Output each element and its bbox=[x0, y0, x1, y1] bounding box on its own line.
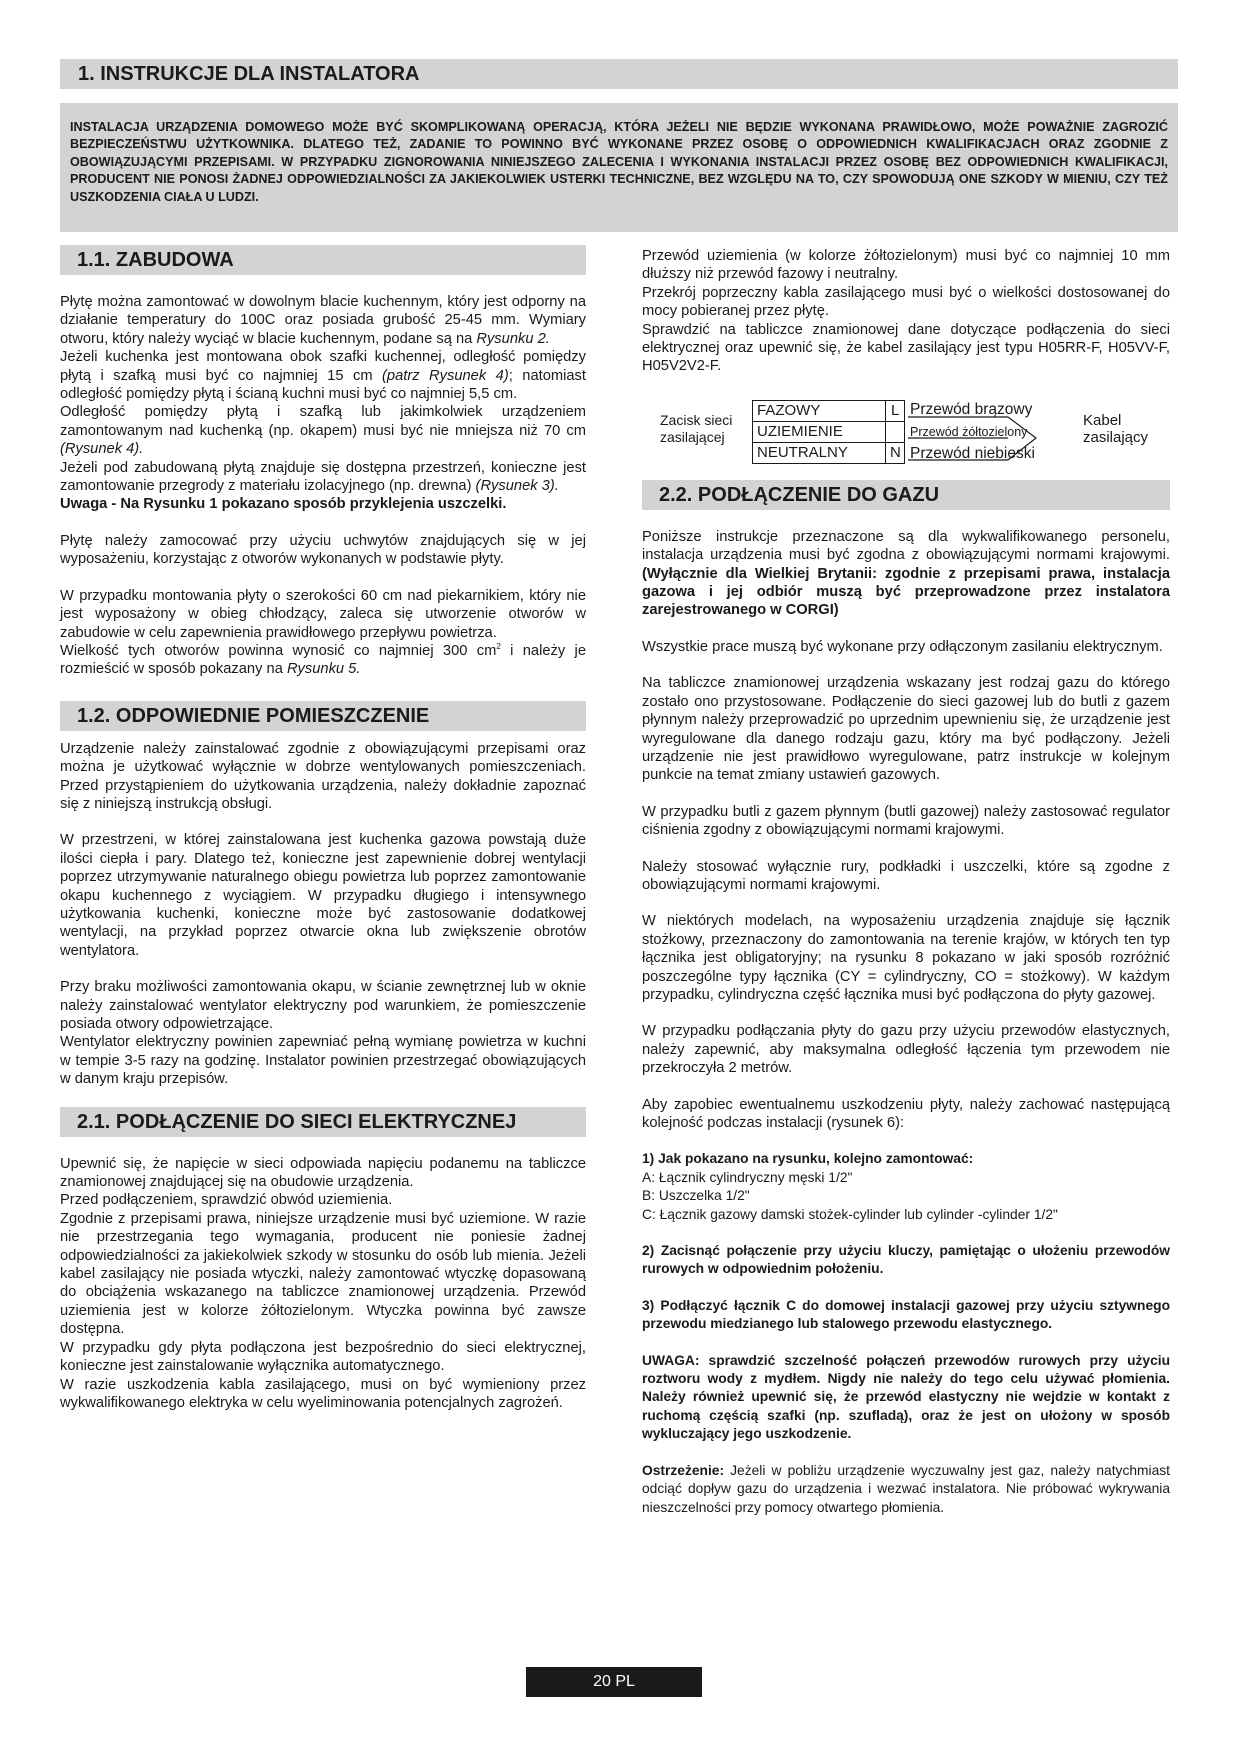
text: Poniższe instrukcje przeznaczone są dla wykwalifikowanego personelu, instalacja urządzenia musi być zgodna z obowiązującymi normami krajowymi. bbox=[642, 528, 1170, 564]
terminal-label bbox=[660, 412, 732, 446]
figure-ref: (Rysunek 4). bbox=[60, 441, 144, 458]
paragraph bbox=[60, 459, 586, 496]
wire-blue: Przewód niebieski bbox=[910, 444, 1035, 462]
figure-ref: Rysunku 2. bbox=[476, 330, 550, 347]
spacer bbox=[642, 1078, 1170, 1096]
text: Jeżeli w pobliżu urządzenie wyczuwalny jest gaz, należy natychmiast odciąć dopływ gazu do urządzenia i wezwać instalatora. Nie próbować wykrywania nieszczelności przy pomocy otwartego płomienia. bbox=[642, 1462, 1170, 1515]
step-1-b: B: Uszczelka 1/2" bbox=[642, 1188, 750, 1204]
paragraph: Na tabliczce znamionowej urządzenia wskazany jest rodzaj gazu do którego zostało ono przystosowane. Podłączenie do sieci gazowej lub do butli z gazem płynnym należy przeprowadzić po uprzednim upewnieniu się, że urządzenie jest wyregulowane dla danego rodzaju gazu, który ma być podłączony. Jeżeli urządzenie nie jest prawidłowo wyregulowane, patrz instrukcje w kolejnym punkcie na temat zmiany ustawień gazowych. bbox=[642, 675, 1170, 784]
paragraph: W przypadku butli z gazem płynnym (butli gazowej) należy zastosować regulator ciśnienia zgodny z obowiązującymi normami krajowymi. bbox=[642, 803, 1170, 839]
paragraph: Przewód uziemienia (w kolorze żółtozielonym) musi być co najmniej 10 mm dłuższy niż przewód fazowy i neutralny. bbox=[642, 248, 1170, 283]
paragraph: W przypadku montowania płyty o szerokości 60 cm nad piekarnikiem, który nie jest wyposażony w obieg chłodzący, zaleca się utworzenie otworów w zabudowie w celu zapewnienia prawidłowego przepływu powietrza. bbox=[60, 587, 586, 641]
paragraph: Sprawdzić na tabliczce znamionowej dane dotyczące podłączenia do sieci elektrycznej oraz upewnić się, że kabel zasilający jest typu H05RR-F, H05VV-F, H05V2V2-F. bbox=[642, 321, 1170, 375]
spacer bbox=[642, 620, 1170, 638]
paragraph: Wentylator elektryczny powinien zapewniać pełną wymianę powietrza w kuchni w tempie 3-5 razy na godzinę. Instalator powinien przestrzegać obowiązujących w danym kraju przepisów. bbox=[60, 1034, 586, 1088]
paragraph bbox=[60, 642, 586, 679]
label-line: Zacisk sieci bbox=[660, 411, 733, 428]
uk-note: (Wyłącznie dla Wielkiej Brytanii: zgodnie z przepisami prawa, instalacja gazowa i jej odbiór muszą być przeprowadzone przez instalatora zarejestrowanego w CORGI) bbox=[642, 565, 1170, 619]
paragraph: Należy stosować wyłącznie rury, podkładki i uszczelki, które są zgodne z obowiązującymi normami krajowymi. bbox=[642, 858, 1170, 893]
paragraph: Przed podłączeniem, sprawdzić obwód uziemienia. bbox=[60, 1192, 393, 1209]
section-2-1-body bbox=[60, 1155, 586, 1413]
right-column bbox=[642, 245, 1170, 1517]
section-1-2-heading: 1.2. ODPOWIEDNIE POMIESZCZENIE bbox=[60, 701, 586, 731]
section-2-2-body bbox=[642, 528, 1170, 1133]
caution-label: Ostrzeżenie: bbox=[642, 1462, 725, 1478]
text: i należy je rozmieścić w sposób pokazany na bbox=[60, 642, 586, 678]
step-1-c: C: Łącznik gazowy damski stożek-cylinder lub cylinder -cylinder 1/2" bbox=[642, 1206, 1058, 1222]
paragraph: Płytę należy zamocować przy użyciu uchwytów znajdujących się w jej wyposażeniu, korzystając z otworów wykonanych w podstawie płyty. bbox=[60, 532, 586, 568]
paragraph bbox=[642, 528, 1170, 620]
spacer bbox=[642, 894, 1170, 912]
paragraph: W przypadku gdy płyta podłączona jest bezpośrednio do sieci elektrycznej, konieczne jest zainstalowanie wyłącznika automatycznego. bbox=[60, 1339, 586, 1375]
paragraph bbox=[60, 348, 586, 403]
label-line: Kabel bbox=[1083, 411, 1122, 429]
spacer bbox=[60, 569, 586, 587]
superscript: 2 bbox=[496, 642, 501, 652]
gas-caution bbox=[642, 1462, 1170, 1517]
section-2-1-continued bbox=[642, 247, 1170, 376]
text: ; natomiast odległość pomiędzy płytą i ścianą kuchni musi być co najmniej 5,5 cm. bbox=[60, 367, 586, 403]
spacer bbox=[642, 840, 1170, 858]
paragraph: W przypadku podłączania płyty do gazu przy użyciu przewodów elastycznych, należy zapewnić, aby maksymalna odległość łączenia tym przewodem nie przekroczyła 2 metrów. bbox=[642, 1023, 1170, 1077]
figure-ref: (patrz Rysunek 4) bbox=[382, 367, 509, 384]
text: Jeżeli pod zabudowaną płytą znajduje się dostępna przestrzeń, konieczne jest zamontowanie przegrody z materiału izolacyjnego (np. drewna) bbox=[60, 459, 586, 495]
paragraph: Przy braku możliwości zamontowania okapu, w ścianie zewnętrznej lub w oknie należy zainstalować wentylator elektryczny pod warunkiem, że pomieszczenie posiada otwory odpowietrzające. bbox=[60, 979, 586, 1032]
text: Odległość pomiędzy płytą i szafką lub jakimkolwiek urządzeniem zamontowanym nad kuchenką (np. okapem) musi być nie mniejsza niż 70 cm bbox=[60, 404, 586, 439]
step-1: 1) Jak pokazano na rysunku, kolejno zamontować: bbox=[642, 1151, 974, 1167]
code-earth bbox=[885, 421, 905, 443]
spacer bbox=[642, 1224, 1170, 1242]
main-title: 1. INSTRUKCJE DLA INSTALATORA bbox=[60, 59, 1178, 89]
label-line: zasilającej bbox=[660, 428, 725, 445]
cable-label bbox=[1083, 412, 1148, 446]
spacer bbox=[642, 1334, 1170, 1352]
step-3: 3) Podłączyć łącznik C do domowej instalacji gazowej przy użyciu sztywnego przewodu miedzianego lub stalowego przewodu elastycznego. bbox=[642, 1297, 1170, 1332]
spacer bbox=[642, 785, 1170, 803]
section-2-1-heading: 2.1. PODŁĄCZENIE DO SIECI ELEKTRYCZNEJ bbox=[60, 1107, 586, 1137]
paragraph: Wszystkie prace muszą być wykonane przy odłączonym zasilaniu elektrycznym. bbox=[642, 638, 1163, 655]
safety-warning: INSTALACJA URZĄDZENIA DOMOWEGO MOŻE BYĆ SKOMPLIKOWANĄ OPERACJĄ, KTÓRA JEŻELI NIE BĘDZIE WYKONANA PRAWIDŁOWO, MOŻE POWAŻNIE ZAGROZIĆ BEZPIECZEŃSTWU UŻYTKOWNIKA. DLATEGO TEŻ, ZADANIE TO POWINNO BYĆ WYKONANE PRZEZ OSOBĘ O ODPOWIEDNICH KWALIFIKACJACH ORAZ ZGODNIE Z OBOWIĄZUJĄCYMI PRZEPISAMI. W PRZYPADKU ZIGNOROWANIA NINIEJSZEGO ZALECENIA I WYKONANIA INSTALACJI PRZEZ OSOBĘ BEZ ODPOWIEDNICH KWALIFIKACJI, PRODUCENT NIE PONOSI ŻADNEJ ODPOWIEDZIALNOŚCI ZA JAKIEKOLWIEK USTERKI TECHNICZNE, BEZ WZGLĘDU NA TO, CZY SPOWODUJĄ ONE SZKODY W MIENIU, CZY TEŻ USZKODZENIA CIAŁA U LUDZI. bbox=[60, 103, 1178, 232]
wiring-diagram bbox=[642, 392, 1170, 462]
wire-brown: Przewód brązowy bbox=[910, 400, 1033, 418]
section-1-2-body bbox=[60, 740, 586, 1089]
text: Płytę można zamontować w dowolnym blacie kuchennym, który jest odporny na działanie temperatury do 100C oraz posiada grubość 25-45 mm. Wymiary otworu, który należy wyciąć w blacie kuchennym, podane są na bbox=[60, 294, 586, 347]
paragraph: Urządzenie należy zainstalować zgodnie z obowiązującymi przepisami oraz można je użytkować wyłącznie w dobrze wentylowanych pomieszczeniach. Przed przystąpieniem do użytkowania urządzenia, należy dokładnie zapoznać się z niniejszą instrukcją obsługi. bbox=[60, 740, 586, 812]
spacer bbox=[642, 656, 1170, 674]
bracket-line bbox=[1008, 417, 1036, 460]
section-1-1-heading: 1.1. ZABUDOWA bbox=[60, 245, 586, 275]
figure-ref: (Rysunek 3). bbox=[475, 478, 559, 495]
spacer bbox=[60, 960, 586, 978]
paragraph: W przestrzeni, w której zainstalowana jest kuchenka gazowa powstają duże ilości ciepła i pary. Dlatego też, konieczne jest zapewnienie dobrej wentylacji poprzez utrzymywanie naturalnego obiegu powietrza lub poprzez zamontowanie okapu kuchennego z wyciągiem. W przypadku długiego i intensywnego użytkowania kuchenki, konieczne może być zastosowanie dodatkowej wentylacji, na przykład poprzez otwarcie okna lub zwiększenie obrotów wentylatora. bbox=[60, 832, 586, 959]
left-column bbox=[60, 245, 586, 1412]
spacer bbox=[642, 1004, 1170, 1022]
code-n: N bbox=[885, 442, 905, 464]
paragraph: W niektórych modelach, na wyposażeniu urządzenia znajduje się łącznik stożkowy, przeznaczony do zamontowania na terenie krajów, w których ten typ łącznika jest obligatoryjny; na rysunku 8 pokazano w jaki sposób rozróżnić poszczególne typy łącznika (CY = cylindryczny, CO = stożkowy). W każdym przypadku, cylindryczna część łącznika musi być podłączona do płyty gazowej. bbox=[642, 913, 1170, 1003]
paragraph: Zgodnie z przepisami prawa, niniejsze urządzenie musi być uziemione. W razie nie przestrzegania tego wymagania, producent nie poniesie żadnej odpowiedzialności za jakiekolwiek szkody w stosunku do osób lub mienia. Jeżeli kabel zasilający nie posiada wtyczki, należy zamontować wtyczkę dopasowaną do obciążenia wskazanego na tabliczce znamionowej urządzenia. Przewód uziemienia jest w kolorze żółtozielonym. Wtyczka powinna być zawsze dostępna. bbox=[60, 1210, 586, 1338]
leak-warning: UWAGA: sprawdzić szczelność połączeń przewodów rurowych przy użyciu roztworu wody z mydłem. Nigdy nie należy do tego celu używać płomienia. Należy również upewnić się, że przewód elastyczny nie wejdzie w kontakt z ruchomą częścią szafki (np. szufladą), oraz że jest on ułożony w sposób wykluczający jego uszkodzenie. bbox=[642, 1352, 1170, 1442]
terminal-earth: UZIEMIENIE bbox=[752, 421, 886, 443]
paragraph bbox=[60, 403, 586, 458]
spacer bbox=[60, 514, 586, 532]
text: Jeżeli kuchenka jest montowana obok szafki kuchennej, odległość pomiędzy płytą i szafką musi być co najmniej 15 cm bbox=[60, 349, 586, 384]
cable-bracket bbox=[908, 398, 1038, 464]
paragraph bbox=[60, 293, 586, 348]
wire-yellow-green: Przewód żółtozielony bbox=[910, 424, 1028, 439]
paragraph: Aby zapobiec ewentualnemu uszkodzeniu płyty, należy zachować następującą kolejność podczas instalacji (rysunek 6): bbox=[642, 1096, 1170, 1131]
installation-steps bbox=[642, 1150, 1170, 1517]
terminal-neutral: NEUTRALNY bbox=[752, 442, 886, 464]
step-1-a: A: Łącznik cylindryczny męski 1/2" bbox=[642, 1169, 853, 1185]
section-2-2-heading: 2.2. PODŁĄCZENIE DO GAZU bbox=[642, 480, 1170, 510]
paragraph: W razie uszkodzenia kabla zasilającego, musi on być wymieniony przez wykwalifikowanego elektryka w celu wyeliminowania potencjalnych zagrożeń. bbox=[60, 1376, 586, 1411]
terminal-phase: FAZOWY bbox=[752, 400, 886, 422]
paragraph: Upewnić się, że napięcie w sieci odpowiada napięciu podanemu na tabliczce znamionowej znajdującej się na obudowie urządzenia. bbox=[60, 1155, 586, 1191]
code-l: L bbox=[885, 400, 905, 422]
figure-ref: Rysunku 5. bbox=[286, 661, 361, 678]
gasket-note: Uwaga - Na Rysunku 1 pokazano sposób przyklejenia uszczelki. bbox=[60, 496, 507, 513]
page-number: 20 PL bbox=[526, 1667, 702, 1697]
spacer bbox=[60, 813, 586, 831]
section-1-1-body bbox=[60, 293, 586, 679]
step-2: 2) Zacisnąć połączenie przy użyciu kluczy, pamiętając o ułożeniu przewodów rurowych w odpowiednim położeniu. bbox=[642, 1243, 1170, 1277]
label-line: zasilający bbox=[1083, 428, 1149, 446]
paragraph: Przekrój poprzeczny kabla zasilającego musi być o wielkości dostosowanej do mocy pobieranej przez płytę. bbox=[642, 284, 1170, 320]
text: Wielkość tych otworów powinna wynosić co najmniej 300 cm bbox=[60, 642, 497, 659]
spacer bbox=[642, 1444, 1170, 1462]
spacer bbox=[642, 1279, 1170, 1297]
